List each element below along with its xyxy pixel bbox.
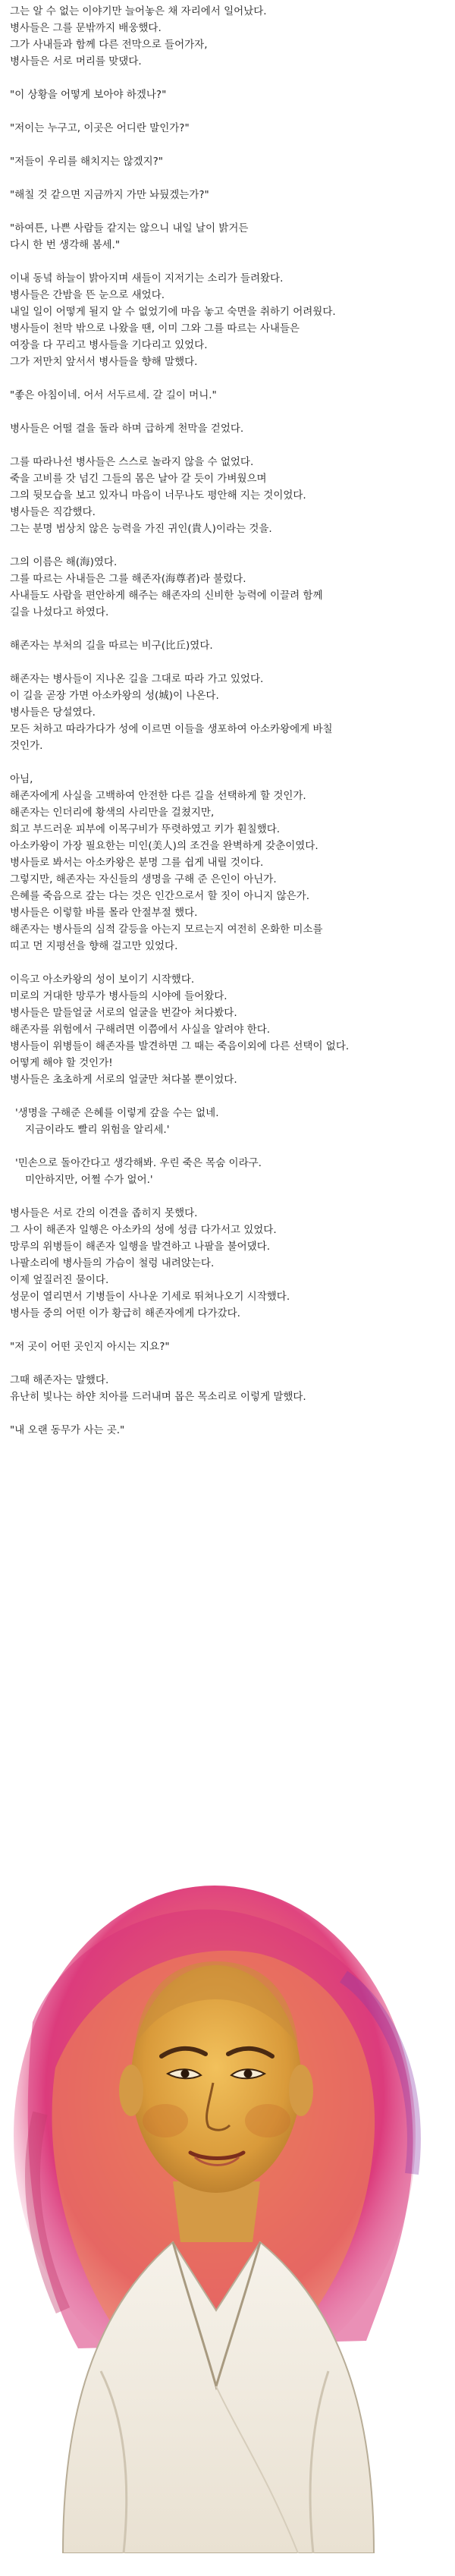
paragraph-1: [10, 3, 446, 70]
inner-thought-2: [10, 1155, 446, 1188]
paragraph-4: [10, 454, 446, 537]
text-line: 것인가.: [10, 740, 43, 752]
paragraph-2: [10, 270, 446, 370]
text-line: 이내 동녘 하늘이 밝아지며 새들이 지저기는 소리가 들려왔다.: [10, 272, 284, 285]
text-line: 다시 한 번 생각해 봄세.": [10, 239, 121, 251]
paragraph-7: [10, 671, 446, 754]
text-line: 그는 알 수 없는 이야기만 늘어놓은 채 자리에서 일어났다.: [10, 5, 267, 17]
text-line: "내 오랜 동무가 사는 곳.": [10, 1424, 125, 1436]
text-line: 그의 이름은 해(海)였다.: [10, 556, 118, 568]
text-line: 지금이라도 빨리 위험을 알리세.': [25, 1124, 170, 1136]
text-line: "해칠 것 같으면 지금까지 가만 놔뒀겠는가?": [10, 189, 209, 201]
text-line: 병사들은 말들얼굴 서로의 얼굴을 번갈아 쳐다봤다.: [10, 1007, 237, 1019]
text-line: 아소카왕이 가장 필요한는 미인(美人)의 조건을 완벽하게 갖춘이였다.: [10, 840, 318, 852]
text-line: "저이는 누구고, 이곳은 어디란 말인가?": [10, 122, 190, 134]
paragraph-6: [10, 637, 446, 654]
text-line: 병사들은 초초하게 서로의 얼굴만 쳐다볼 뿐이었다.: [10, 1074, 237, 1086]
text-line: 유난히 빛나는 하얀 치아를 드러내며 몹은 목소리로 이렇게 말했다.: [10, 1391, 306, 1403]
text-line: 그렇지만, 해존자는 자신들의 생명을 구해 준 은인이 아닌가.: [10, 873, 277, 885]
text-line: 해존자는 병사들의 심적 갈등을 아는지 모르는지 여전히 온화한 미소를: [10, 923, 323, 936]
text-line: 병사들이 천막 밖으로 나왔을 땐, 이미 그와 그를 따르는 사내들은: [10, 322, 300, 335]
text-line: 이윽고 아소카왕의 성이 보이기 시작했다.: [10, 973, 195, 986]
text-line: 병사들은 간밤을 뜬 눈으로 새었다.: [10, 289, 165, 301]
text-line: 병사들은 직감했다.: [10, 506, 96, 518]
text-line: "이 상황을 어떻게 보아야 하겠나?": [10, 89, 167, 101]
text-line: 망루의 위병들이 해존자 일행을 발견하고 나팔을 불어댔다.: [10, 1241, 271, 1253]
text-line: 어떻게 해야 할 것인가!: [10, 1057, 113, 1069]
text-line: 내일 일이 어떻게 될지 알 수 없었기에 마음 놓고 숙면을 취하기 어려웠다.: [10, 306, 336, 318]
text-line: 희고 부드러운 피부에 이목구비가 뚜렷하였고 키가 훤칠했다.: [10, 823, 281, 835]
text-line: 띠고 먼 지평선을 향해 걸고만 있었다.: [10, 940, 178, 952]
dialogue-8: [10, 1422, 446, 1439]
text-line: 병사들은 서로 머리를 맞댔다.: [10, 55, 142, 68]
text-line: 병사들은 당설였다.: [10, 706, 96, 719]
dialogue-3: [10, 153, 446, 170]
dialogue-2: [10, 120, 446, 137]
text-line: 병사들이 위병들이 해존자를 발견하면 그 때는 죽음이외에 다른 선택이 없다.: [10, 1040, 350, 1052]
text-line: '생명을 구해준 은혜를 이렇게 갚을 수는 없네.: [15, 1107, 219, 1119]
paragraph-9: [10, 971, 446, 1088]
text-line: 그의 뒷모습을 보고 있자니 마음이 너무나도 평안해 지는 것이었다.: [10, 489, 306, 502]
text-line: 병사들 중의 어떤 이가 황급히 해존자에게 다가갔다.: [10, 1307, 240, 1319]
story-text: [10, 3, 446, 1439]
text-line: 그를 따라나선 병사들은 스스로 놀라지 않을 수 없었다.: [10, 456, 254, 468]
text-line: "좋은 아침이네. 어서 서두르세. 갈 길이 머니.": [10, 389, 217, 401]
text-line: 그를 따르는 사내들은 그를 해존자(海尊者)라 불렀다.: [10, 573, 246, 585]
text-line: 사내들도 사람을 편안하게 해주는 해존자의 신비한 능력에 이끌려 함께: [10, 590, 323, 602]
text-line: 병사들은 그를 문밖까지 배웅했다.: [10, 22, 162, 34]
text-line: 그가 저만치 앞서서 병사들을 향해 말했다.: [10, 356, 198, 368]
text-line: 이제 엎질러진 물이다.: [10, 1274, 109, 1286]
dialogue-1: [10, 86, 446, 103]
monk-portrait-illustration: [10, 1886, 425, 2553]
text-line: 해존자에게 사실을 고백하여 안전한 다른 길을 선택하게 할 것인가.: [10, 790, 306, 802]
text-line: 이 길을 곧장 가면 아소카왕의 성(城)이 나온다.: [10, 690, 219, 702]
text-line: 여장을 다 꾸리고 병사들을 기다리고 있었다.: [10, 339, 208, 351]
text-line: 병사들은 어떨 결을 돌라 하며 급하게 천막을 걷었다.: [10, 423, 244, 435]
text-line: 아님,: [10, 773, 33, 785]
text-line: 그 사이 해존자 일행은 아소카의 성에 성큼 다가서고 있었다.: [10, 1224, 277, 1236]
text-line: 해존자는 부처의 길을 따르는 비구(比丘)였다.: [10, 640, 213, 652]
paragraph-11: [10, 1372, 446, 1405]
dialogue-4: [10, 187, 446, 203]
dialogue-6: [10, 387, 446, 404]
text-line: 나팔소리에 병사들의 가슴이 철렁 내려앉는다.: [10, 1257, 215, 1269]
text-line: 은혜를 죽음으로 갚는 다는 것은 인간으로서 할 짓이 아니지 않은가.: [10, 890, 310, 902]
dialogue-5: [10, 220, 446, 253]
text-line: 모든 처하고 따라가다가 성에 이르면 이들을 생포하여 아소카왕에게 바칠: [10, 723, 333, 735]
paragraph-8: [10, 771, 446, 955]
text-line: 해존자는 인더리에 황색의 사리만을 걸쳤지만,: [10, 807, 215, 819]
text-line: '민손으로 돌아간다고 생각해봐. 우린 죽은 목숨 이라구.: [15, 1157, 262, 1169]
inner-thought-1: [10, 1105, 446, 1138]
dialogue-7: [10, 1338, 446, 1355]
text-line: 병사들로 봐서는 아소카왕은 분명 그를 쉽게 내릴 것이다.: [10, 857, 264, 869]
text-line: "하여튼, 나쁜 사람들 같지는 않으니 내일 날이 밝거든: [10, 222, 249, 234]
text-line: 해존자는 병사들이 지나온 길을 그대로 따라 가고 있었다.: [10, 673, 264, 685]
text-line: 그때 해존자는 말했다.: [10, 1374, 109, 1386]
text-line: "저 곳이 어떤 곳인지 아시는 지요?": [10, 1341, 170, 1353]
text-line: 죽을 고비를 갓 넘긴 그들의 몸은 날아 갈 듯이 가벼웠으며: [10, 473, 267, 485]
paragraph-5: [10, 554, 446, 621]
text-line: 성문이 열리면서 기병들이 사나운 기세로 뛰쳐나오기 시작했다.: [10, 1291, 290, 1303]
paragraph-10: [10, 1205, 446, 1322]
paragraph-3: [10, 420, 446, 437]
text-line: 병사들은 이렇할 바를 몰라 안절부절 했다.: [10, 907, 198, 919]
text-line: "저들이 우리를 해치지는 않겠지?": [10, 156, 163, 168]
text-line: 길을 나섰다고 하였다.: [10, 606, 109, 618]
text-line: 그가 사내들과 함께 다른 전막으로 들어가자,: [10, 39, 208, 51]
text-line: 그는 분명 범상치 않은 능력을 가진 귀인(貴人)이라는 것을.: [10, 523, 272, 535]
text-line: 해존자를 위험에서 구해려면 이쯤에서 사실을 알려야 한다.: [10, 1024, 271, 1036]
text-line: 병사들은 서로 간의 이견을 좁히지 못했다.: [10, 1207, 198, 1219]
text-line: 미로의 거대한 망루가 병사들의 시야에 들어왔다.: [10, 990, 228, 1002]
text-line: 미안하지만, 어쩔 수가 없어.': [25, 1174, 153, 1186]
